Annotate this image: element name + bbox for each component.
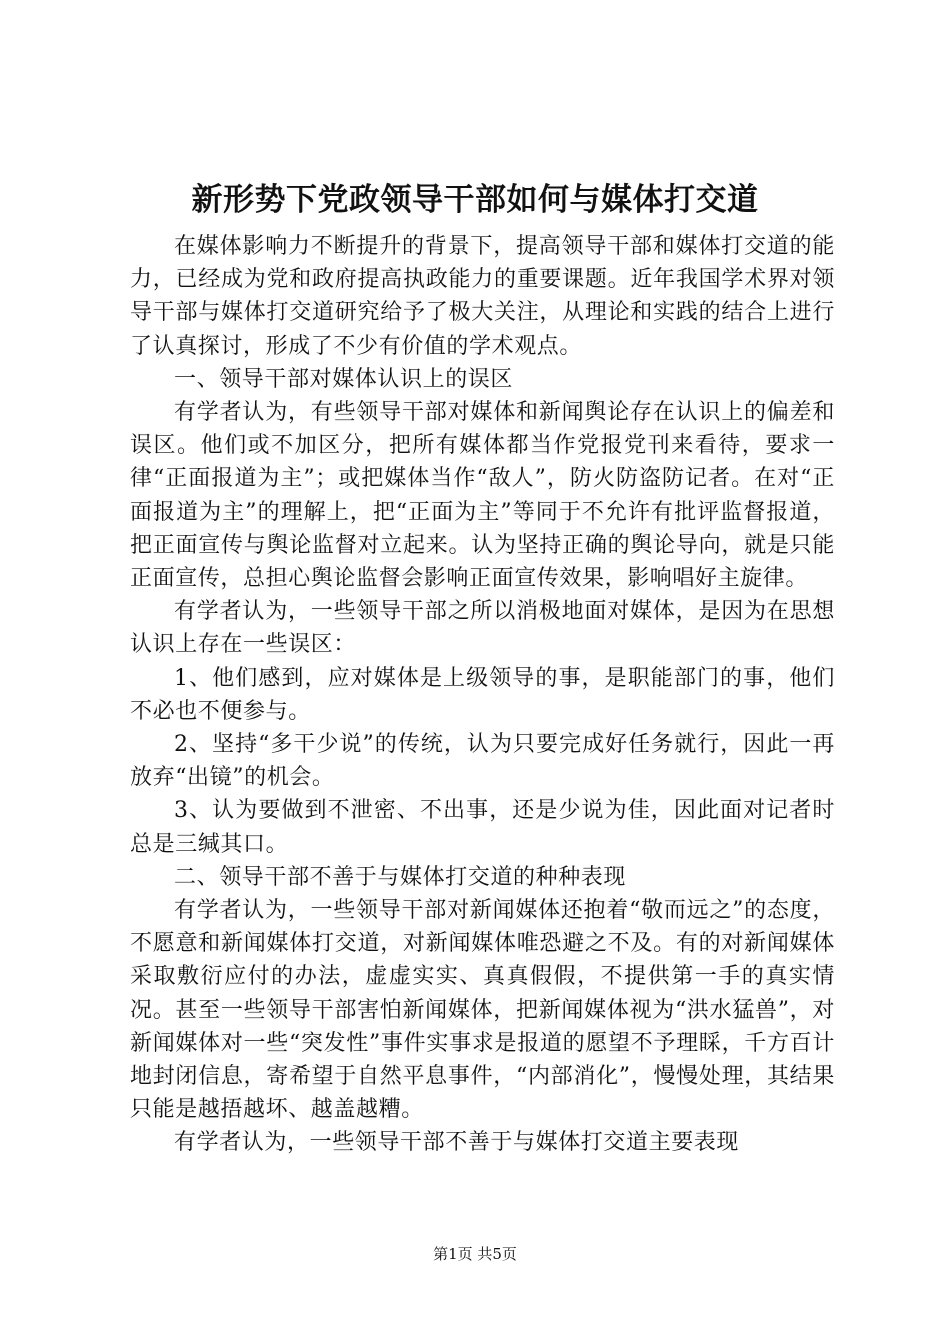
document-title: 新形势下党政领导干部如何与媒体打交道 [191,182,759,218]
list-item: 2、坚持“多干少说”的传统，认为只要完成好任务就行，因此一再放弃“出镜”的机会。 [130,732,835,791]
list-item: 1、他们感到，应对媒体是上级领导的事，是职能部门的事，他们不必也不便参与。 [130,665,835,724]
list-item: 3、认为要做到不泄密、不出事，还是少说为佳，因此面对记者时总是三缄其口。 [130,798,835,857]
paragraph: 有学者认为，一些领导干部不善于与媒体打交道主要表现 [174,1130,740,1156]
paragraph: 有学者认为，一些领导干部之所以消极地面对媒体，是因为在思想认识上存在一些误区： [130,599,835,658]
section-heading-2: 二、领导干部不善于与媒体打交道的种种表现 [174,864,627,890]
section-heading-1: 一、领导干部对媒体认识上的误区 [174,366,514,392]
document-body [130,230,835,1160]
paragraph: 有学者认为，一些领导干部对新闻媒体还抱着“敬而远之”的态度，不愿意和新闻媒体打交道，对新闻媒体唯恐避之不及。有的对新闻媒体采取敷衍应付的办法，虚虚实实、真真假假，不提供第一手的真实情况。甚至一些领导干部害怕新闻媒体，把新闻媒体视为“洪水猛兽”，对新闻媒体对一些“突发性”事件实事求是报道的愿望不予理睬，千方百计地封闭信息，寄希望于自然平息事件，“内部消化”，慢慢处理，其结果只能是越捂越坏、越盖越糟。 [130,898,835,1123]
paragraph-intro: 在媒体影响力不断提升的背景下，提高领导干部和媒体打交道的能力，已经成为党和政府提高执政能力的重要课题。近年我国学术界对领导干部与媒体打交道研究给予了极大关注，从理论和实践的结合上进行了认真探讨，形成了不少有价值的学术观点。 [130,234,835,359]
paragraph: 有学者认为，有些领导干部对媒体和新闻舆论存在认识上的偏差和误区。他们或不加区分，把所有媒体都当作党报党刊来看待，要求一律“正面报道为主”；或把媒体当作“敌人”，防火防盗防记者。在对“正面报道为主”的理解上，把“正面为主”等同于不允许有批评监督报道，把正面宣传与舆论监督对立起来。认为坚持正确的舆论导向，就是只能正面宣传，总担心舆论监督会影响正面宣传效果，影响唱好主旋律。 [130,400,835,592]
page-number-footer: 第1页 共5页 [433,1245,517,1263]
